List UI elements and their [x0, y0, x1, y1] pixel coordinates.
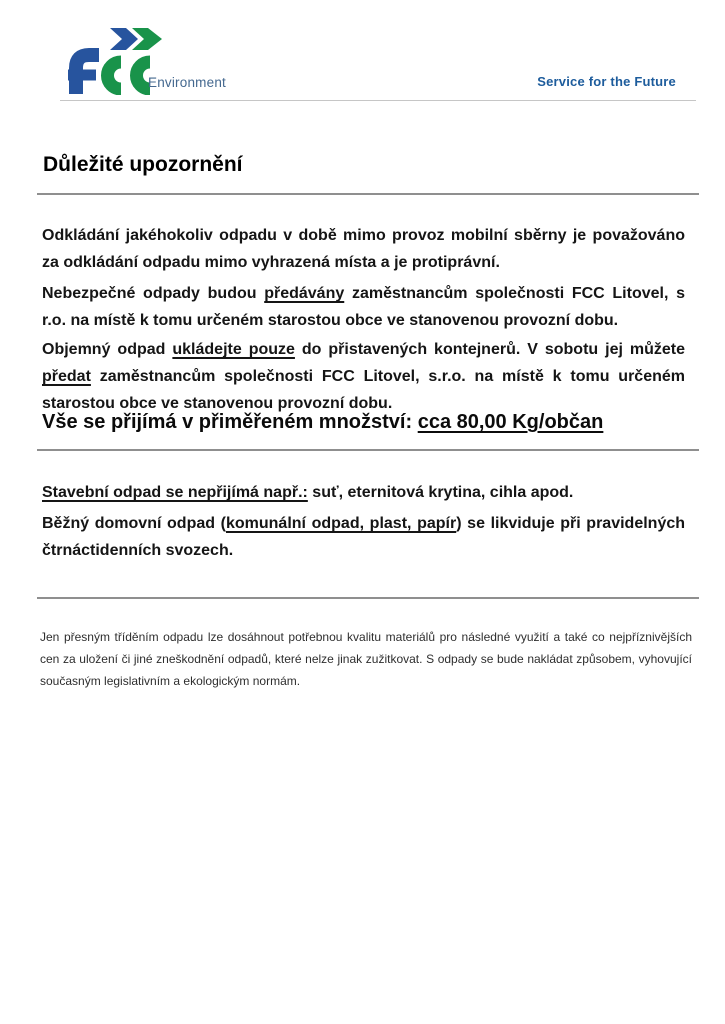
para-illegal-dumping — [42, 222, 685, 276]
text-segment: Nebezpečné odpady budou — [42, 285, 265, 302]
footer-rule — [37, 597, 699, 599]
fcc-wordmark — [66, 95, 67, 96]
para-hazardous-waste — [42, 280, 685, 334]
text-segment: do přistavených kontejnerů. V sobotu jej můžete — [294, 341, 686, 358]
text-segment: zaměstnancům společnosti FCC Litovel, s r.o. na místě k tomu určeném starostou obce ve stanovenou provozní dobu. — [42, 285, 685, 329]
text-segment: ) se likviduje při pravidelných čtrnáctidenních svozech. — [42, 515, 686, 559]
footer-note: Jen přesným tříděním odpadu lze dosáhnout potřebnou kvalitu materiálů pro následné využití a také co nejpříznivějších cen za uložení či jiné zneškodnění odpadů, které nelze jinak zužitkovat. S odpady se bude nakládat způsobem, vyhovující současným legislativním a ekologickým normám. — [40, 630, 692, 688]
text-segment: Vše se přijímá v přiměřeném množství: — [42, 411, 418, 433]
header-tagline: Service for the Future — [537, 74, 676, 89]
para-bulky-waste — [42, 336, 685, 417]
underlined-text: Stavební odpad se nepřijímá např.: — [42, 484, 308, 501]
chevron-right-icon — [110, 28, 138, 50]
underlined-text: ukládejte pouze — [172, 341, 295, 358]
text-segment: zaměstnancům společnosti FCC Litovel, s.r.o. na místě k tomu určeném starostou obce ve stanovenou provozní dobu. — [42, 368, 685, 412]
underlined-text: předávány — [264, 285, 345, 302]
text-segment: Odkládání jakéhokoliv odpadu v době mimo provoz mobilní sběrny je považováno za odkládání odpadu mimo vyhrazená místa a je protiprávní. — [42, 227, 685, 271]
underlined-text: předat — [42, 368, 91, 385]
header-rule — [60, 100, 696, 101]
underlined-text: cca 80,00 Kg/občan — [417, 411, 604, 433]
logo-subtitle: Environment — [148, 75, 226, 90]
statement-quantity-limit — [42, 407, 603, 437]
page-title: Důležité upozornění — [43, 153, 243, 176]
text-segment: Běžný domovní odpad ( — [42, 515, 226, 532]
title-rule — [37, 193, 699, 195]
para-construction-waste — [42, 479, 685, 506]
para-household-waste — [42, 510, 685, 564]
mid-rule — [37, 449, 699, 451]
underlined-text: komunální odpad, plast, papír — [225, 515, 457, 532]
text-segment: suť, eternitová krytina, cihla apod. — [307, 484, 574, 501]
text-segment: Objemný odpad — [42, 341, 173, 358]
